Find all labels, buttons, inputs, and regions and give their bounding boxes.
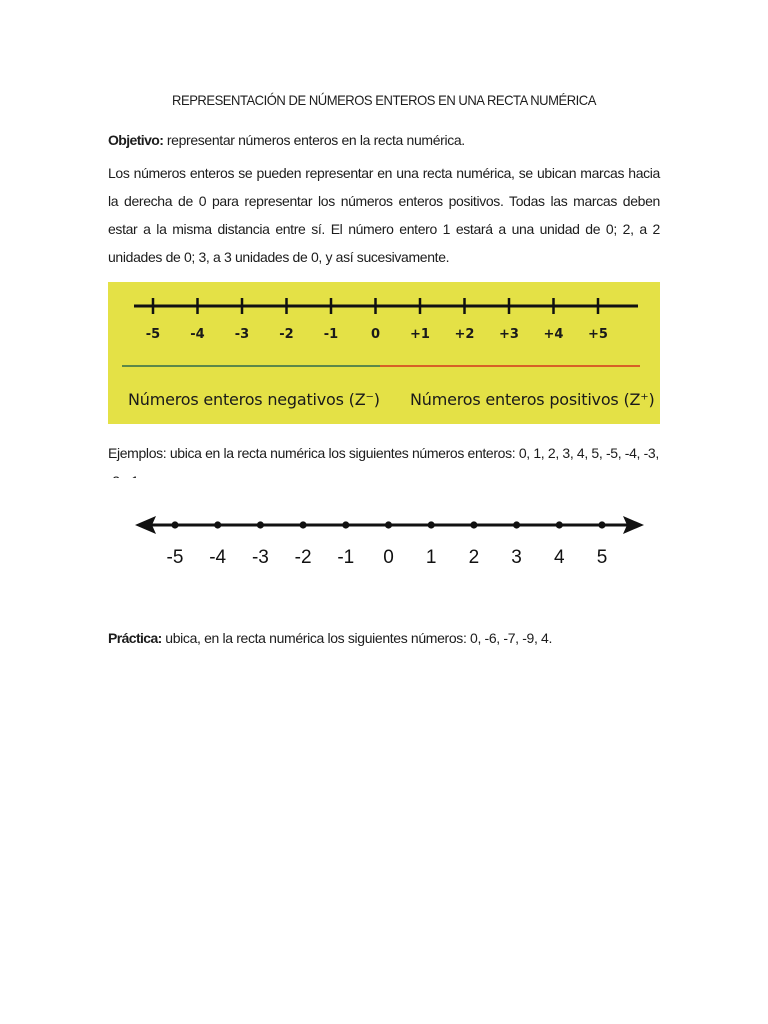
- tick-label: 2: [468, 547, 480, 568]
- tick-label: -2: [279, 327, 294, 342]
- tick-label: 1: [425, 547, 437, 568]
- tick-label: -5: [145, 327, 161, 342]
- point-dot: [342, 521, 349, 528]
- tick-label: 4: [554, 547, 565, 568]
- tick-label: +2: [454, 327, 475, 342]
- tick-label: +5: [588, 327, 608, 342]
- intro-paragraph: Los números enteros se pueden representar en una recta numérica, se ubican marcas hacia la derecha de 0 para representar los números enteros positivos. Todas las marcas deben estar a la misma distancia entre sí. El número entero 1 estará a una unidad de 0; 2, a 2 unidades de 0; 3, a 3 unidades de 0, y así sucesivamente.: [108, 165, 660, 265]
- point-dot: [300, 521, 307, 528]
- tick-label: -4: [209, 547, 227, 568]
- tick-label: 0: [383, 547, 394, 568]
- point-dot: [385, 521, 392, 528]
- objective-label: Objetivo:: [108, 132, 164, 148]
- negative-integers-label: Números enteros negativos (Z⁻): [128, 390, 380, 409]
- point-dot: [598, 521, 605, 528]
- objective-paragraph: [108, 126, 660, 154]
- positive-integers-label: Números enteros positivos (Z⁺): [410, 390, 655, 409]
- tick-label: -5: [166, 547, 184, 568]
- tick-label: -3: [251, 547, 269, 568]
- examples-paragraph: Ejemplos: ubica en la recta numérica los siguientes números enteros: 0, 1, 2, 3, 4, 5, -5, -4, -3,: [108, 445, 659, 461]
- tick-label: +3: [499, 327, 519, 342]
- point-dot: [428, 521, 435, 528]
- tick-label: -2: [294, 547, 312, 568]
- tick-label: +1: [410, 327, 430, 342]
- point-dot: [556, 521, 563, 528]
- point-dot: [257, 521, 264, 528]
- practice-text: ubica, en la recta numérica los siguientes números: 0, -6, -7, -9, 4.: [161, 630, 553, 646]
- point-dot: [214, 521, 221, 528]
- practice-label: Práctica:: [108, 630, 162, 646]
- tick-label: -1: [323, 327, 339, 342]
- tick-label: 0: [370, 327, 381, 342]
- tick-label: -1: [337, 547, 355, 568]
- point-dot: [470, 521, 477, 528]
- tick-label: 5: [596, 547, 608, 568]
- page-title: REPRESENTACIÓN DE NÚMEROS ENTEROS EN UNA RECTA NUMÉRICA: [172, 92, 596, 108]
- objective-text: representar números enteros en la recta numérica.: [163, 132, 465, 148]
- tick-label: -4: [190, 327, 205, 342]
- number-line-2-svg: [108, 478, 660, 592]
- point-dot: [513, 521, 520, 528]
- practice-paragraph: [108, 624, 660, 652]
- point-dot: [171, 521, 178, 528]
- tick-label: +4: [543, 327, 564, 342]
- tick-label: -3: [234, 327, 250, 342]
- tick-label: 3: [511, 547, 522, 568]
- number-line-figure-2: [108, 478, 660, 592]
